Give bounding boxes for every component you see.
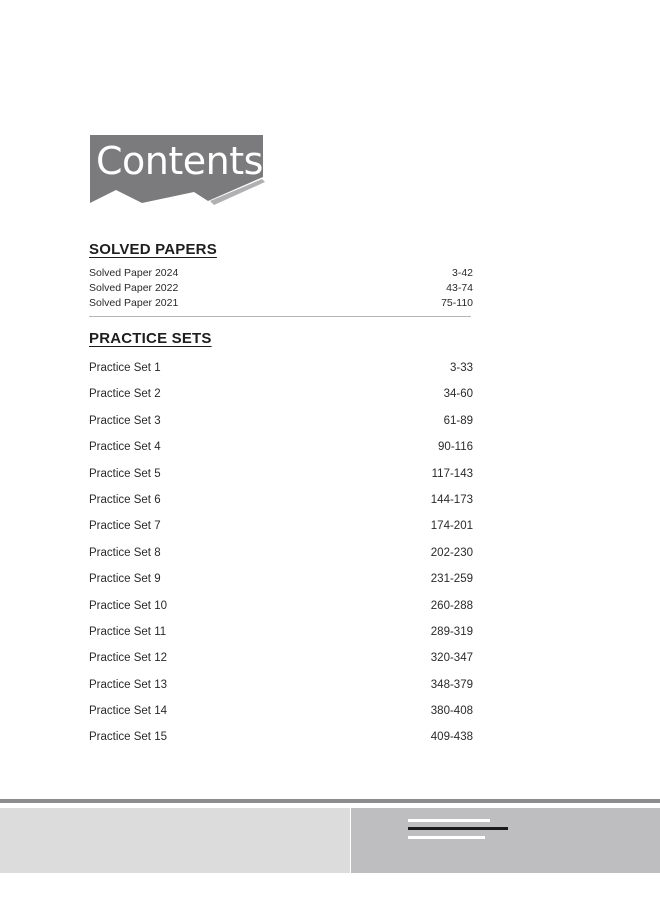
item-label: Practice Set 8 (89, 546, 161, 559)
solved-papers-heading: SOLVED PAPERS (89, 241, 217, 258)
page-title: Contents (96, 139, 263, 183)
list-item[interactable] (89, 544, 473, 570)
item-label: Practice Set 10 (89, 599, 167, 612)
item-label: Solved Paper 2024 (89, 267, 179, 279)
practice-sets-heading: PRACTICE SETS (89, 330, 212, 347)
item-pages: 289-319 (430, 625, 473, 638)
item-label: Practice Set 1 (89, 362, 161, 374)
item-label: Practice Set 3 (89, 414, 161, 427)
item-pages: 174-201 (430, 520, 473, 533)
list-item[interactable] (89, 570, 473, 596)
list-item[interactable] (89, 385, 473, 411)
list-item[interactable] (89, 676, 473, 702)
footer-right-panel (351, 808, 660, 873)
item-label: Practice Set 9 (89, 573, 161, 586)
list-item[interactable] (89, 517, 473, 543)
list-item[interactable] (89, 359, 473, 385)
footer-deco-bar-top (408, 819, 490, 822)
item-label: Practice Set 13 (89, 678, 167, 691)
item-label: Practice Set 5 (89, 467, 161, 480)
item-label: Practice Set 12 (89, 652, 167, 665)
footer-deco-bar-bottom (408, 836, 485, 839)
item-pages: 34-60 (443, 388, 473, 401)
list-item[interactable] (89, 412, 473, 438)
list-item[interactable] (89, 266, 473, 281)
item-pages: 348-379 (430, 678, 473, 691)
item-label: Solved Paper 2021 (89, 297, 179, 309)
item-label: Practice Set 15 (89, 731, 167, 744)
list-item[interactable] (89, 296, 473, 311)
section-divider (89, 316, 471, 317)
contents-banner (90, 135, 265, 207)
list-item[interactable] (89, 465, 473, 491)
item-label: Practice Set 7 (89, 520, 161, 533)
item-pages: 90-116 (438, 441, 473, 454)
list-item[interactable] (89, 491, 473, 517)
item-pages: 380-408 (430, 705, 473, 718)
item-pages: 3-42 (451, 267, 473, 279)
solved-papers-list (89, 266, 473, 311)
item-label: Practice Set 2 (89, 388, 161, 401)
item-label: Practice Set 4 (89, 441, 161, 454)
item-pages: 43-74 (446, 282, 473, 294)
item-pages: 202-230 (430, 546, 473, 559)
list-item[interactable] (89, 281, 473, 296)
item-label: Solved Paper 2022 (89, 282, 179, 294)
footer-rule (0, 799, 660, 803)
item-pages: 231-259 (430, 573, 473, 586)
list-item[interactable] (89, 728, 473, 754)
item-label: Practice Set 11 (89, 625, 167, 638)
item-pages: 61-89 (443, 414, 473, 427)
item-pages: 117-143 (431, 467, 473, 480)
item-pages: 320-347 (430, 652, 473, 665)
footer-deco-bar-middle (408, 827, 508, 830)
practice-sets-list (89, 359, 473, 755)
item-pages: 144-173 (430, 493, 473, 506)
list-item[interactable] (89, 623, 473, 649)
item-label: Practice Set 14 (89, 705, 167, 718)
item-pages: 409-438 (430, 731, 473, 744)
item-label: Practice Set 6 (89, 493, 161, 506)
item-pages: 260-288 (430, 599, 473, 612)
footer-left-panel (0, 808, 350, 873)
item-pages: 75-110 (441, 297, 473, 309)
list-item[interactable] (89, 597, 473, 623)
list-item[interactable] (89, 702, 473, 728)
item-pages: 3-33 (449, 362, 473, 374)
list-item[interactable] (89, 438, 473, 464)
list-item[interactable] (89, 649, 473, 675)
